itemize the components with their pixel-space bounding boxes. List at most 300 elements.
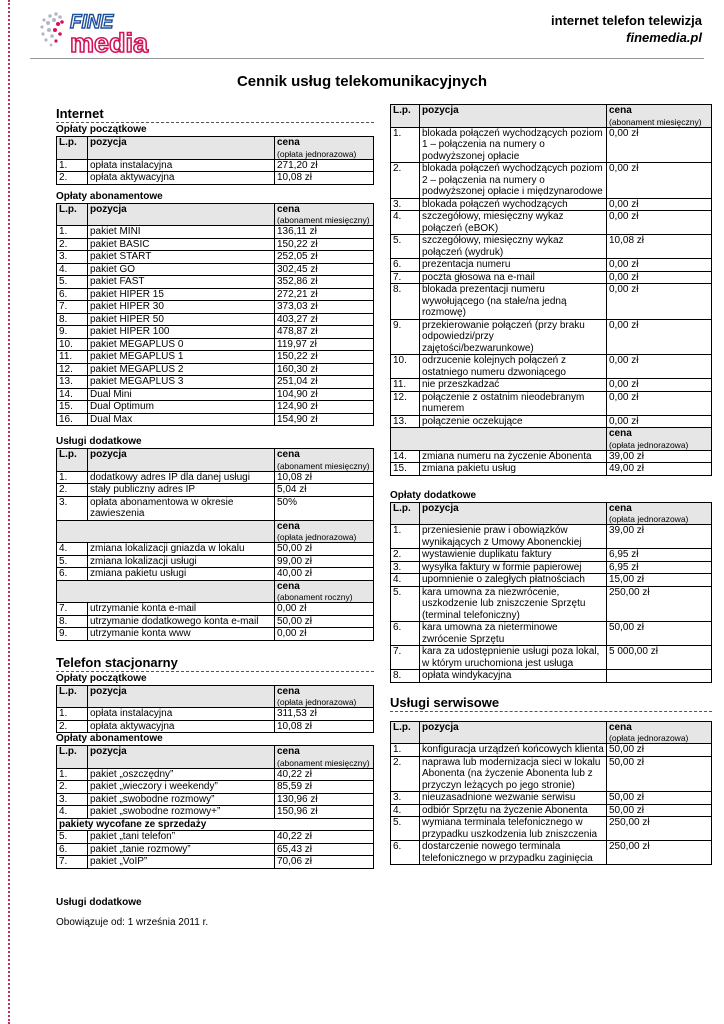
row-pozycja: blokada połączeń wychodzących poziom 1 – połączenia na numery o podwyższonej opłacie	[420, 127, 607, 163]
table-row	[391, 415, 712, 428]
table-row	[57, 301, 374, 314]
row-cena: 6,95 zł	[607, 549, 712, 562]
row-cena: 0,00 zł	[607, 415, 712, 428]
row-pozycja: pakiet „swobodne rozmowy+”	[88, 806, 275, 819]
row-cena: 50%	[275, 496, 374, 520]
row-lp: 9.	[57, 628, 88, 641]
subheader-row: cena (abonament roczny)	[57, 580, 374, 603]
row-pozycja: zmiana pakietu usług	[420, 463, 607, 476]
row-lp: 4.	[391, 804, 420, 817]
page-edge-perforation	[8, 0, 10, 1024]
table-row	[57, 376, 374, 389]
row-pozycja: pakiet MEGAPLUS 0	[88, 338, 275, 351]
serwisowe-table	[390, 721, 712, 866]
oplaty-dodatkowe-table	[390, 502, 712, 683]
row-lp: 8.	[57, 615, 88, 628]
row-cena: 136,11 zł	[275, 226, 374, 239]
row-lp: 6.	[57, 288, 88, 301]
row-cena: 0,00 zł	[607, 379, 712, 392]
row-pozycja: szczegółowy, miesięczny wykaz połączeń (eBOK)	[420, 211, 607, 235]
row-pozycja: odbiór Sprzętu na życzenie Abonenta	[420, 804, 607, 817]
row-pozycja: opłata aktywacyjna	[88, 720, 275, 733]
table-row	[57, 401, 374, 414]
header-contact	[551, 12, 702, 46]
row-lp: 4.	[57, 806, 88, 819]
table-row	[57, 159, 374, 172]
table-row	[57, 555, 374, 568]
row-pozycja: blokada prezentacji numeru wywołującego (na stałe/na jedną rozmowę)	[420, 284, 607, 320]
row-cena: 10,08 zł	[275, 720, 374, 733]
telefon-extra-table	[390, 104, 712, 476]
table-row	[57, 568, 374, 581]
row-lp: 5.	[57, 831, 88, 844]
row-cena: 50,00 zł	[275, 543, 374, 556]
row-pozycja: pakiet „VoIP”	[88, 856, 275, 869]
table-header: L.p. pozycja cena (opłata jednorazowa)	[391, 721, 712, 744]
row-lp: 8.	[391, 670, 420, 683]
row-pozycja: zmiana pakietu usługi	[88, 568, 275, 581]
row-pozycja: wysyłka faktury w formie papierowej	[420, 561, 607, 574]
table-row	[57, 484, 374, 497]
internet-dodatkowe-table	[56, 448, 374, 641]
row-cena: 154,90 zł	[275, 413, 374, 426]
row-lp: 16.	[57, 413, 88, 426]
row-cena: 50,00 zł	[607, 756, 712, 792]
table-header: L.p. pozycja cena (abonament miesięczny)	[57, 203, 374, 226]
internet-abonamentowe-label: Opłaty abonamentowe	[56, 190, 163, 202]
row-lp: 7.	[57, 856, 88, 869]
row-pozycja: nieuzasadnione wezwanie serwisu	[420, 792, 607, 805]
row-pozycja: prezentacja numeru	[420, 259, 607, 272]
row-lp: 7.	[391, 271, 420, 284]
row-lp: 2.	[57, 781, 88, 794]
table-row	[391, 259, 712, 272]
row-cena: 10,08 zł	[275, 471, 374, 484]
row-cena	[607, 670, 712, 683]
table-row	[391, 817, 712, 841]
row-lp: 5.	[391, 586, 420, 622]
row-lp: 4.	[391, 574, 420, 587]
row-cena: 250,00 zł	[607, 817, 712, 841]
row-pozycja: poczta głosowa na e-mail	[420, 271, 607, 284]
table-row	[391, 211, 712, 235]
row-lp: 14.	[391, 450, 420, 463]
row-lp: 1.	[57, 768, 88, 781]
row-pozycja: pakiet MEGAPLUS 3	[88, 376, 275, 389]
table-row	[391, 319, 712, 355]
table-header: L.p. pozycja cena (abonament miesięczny)	[57, 746, 374, 769]
row-pozycja: pakiet HIPER 50	[88, 313, 275, 326]
row-cena: 130,96 zł	[275, 793, 374, 806]
row-cena: 50,00 zł	[607, 792, 712, 805]
row-cena: 50,00 zł	[275, 615, 374, 628]
row-pozycja: odrzucenie kolejnych połączeń z ostatniego numeru dzwoniącego	[420, 355, 607, 379]
row-lp: 4.	[57, 263, 88, 276]
svg-text:FINE: FINE	[70, 12, 114, 33]
row-lp: 14.	[57, 388, 88, 401]
table-row	[391, 574, 712, 587]
table-row	[391, 127, 712, 163]
row-pozycja: zmiana lokalizacji gniazda w lokalu	[88, 543, 275, 556]
row-cena: 0,00 zł	[275, 628, 374, 641]
table-row	[57, 720, 374, 733]
row-cena: 302,45 zł	[275, 263, 374, 276]
table-row	[57, 238, 374, 251]
row-pozycja: blokada połączeń wychodzących	[420, 198, 607, 211]
row-lp: 1.	[57, 159, 88, 172]
table-row	[391, 561, 712, 574]
row-cena: 0,00 zł	[607, 211, 712, 235]
table-row	[57, 363, 374, 376]
row-cena: 0,00 zł	[607, 284, 712, 320]
row-lp: 6.	[57, 568, 88, 581]
row-lp: 1.	[391, 744, 420, 757]
table-row	[391, 586, 712, 622]
internet-dodatkowe-label: Usługi dodatkowe	[56, 436, 142, 447]
row-cena: 150,22 zł	[275, 351, 374, 364]
table-row	[391, 525, 712, 549]
table-row	[391, 284, 712, 320]
row-pozycja: pakiet MEGAPLUS 1	[88, 351, 275, 364]
table-row	[57, 326, 374, 339]
row-pozycja: naprawa lub modernizacja sieci w lokalu Abonenta (na życzenie Abonenta lub z przyczyn leżących po jego stronie)	[420, 756, 607, 792]
row-pozycja: pakiet MINI	[88, 226, 275, 239]
subheader-row: cena (opłata jednorazowa)	[57, 520, 374, 543]
row-lp: 5.	[391, 817, 420, 841]
row-lp: 3.	[57, 251, 88, 264]
row-pozycja: utrzymanie konta e-mail	[88, 603, 275, 616]
site-url[interactable]: finemedia.pl	[626, 30, 702, 45]
table-row	[57, 793, 374, 806]
row-cena: 49,00 zł	[607, 463, 712, 476]
table-row	[391, 450, 712, 463]
row-pozycja: pakiet HIPER 15	[88, 288, 275, 301]
internet-abonamentowe-table	[56, 203, 374, 427]
row-lp: 1.	[57, 226, 88, 239]
row-pozycja: pakiet „oszczędny”	[88, 768, 275, 781]
row-lp: 1.	[391, 127, 420, 163]
row-cena: 5 000,00 zł	[607, 646, 712, 670]
row-lp: 10.	[391, 355, 420, 379]
table-row	[391, 744, 712, 757]
row-cena: 119,97 zł	[275, 338, 374, 351]
row-cena: 150,96 zł	[275, 806, 374, 819]
row-lp: 3.	[391, 198, 420, 211]
row-pozycja: wystawienie duplikatu faktury	[420, 549, 607, 562]
table-header: L.p. pozycja cena (opłata jednorazowa)	[57, 137, 374, 160]
row-lp: 9.	[57, 326, 88, 339]
row-cena: 373,03 zł	[275, 301, 374, 314]
row-lp: 2.	[57, 238, 88, 251]
table-row	[391, 841, 712, 865]
row-lp: 9.	[391, 319, 420, 355]
table-row	[57, 351, 374, 364]
row-pozycja: dodatkowy adres IP dla danej usługi	[88, 471, 275, 484]
row-lp: 15.	[57, 401, 88, 414]
table-row	[57, 471, 374, 484]
telefon-abonamentowe-label: Opłaty abonamentowe	[56, 733, 163, 744]
row-pozycja: konfiguracja urządzeń końcowych klienta	[420, 744, 607, 757]
row-pozycja: Dual Mini	[88, 388, 275, 401]
row-pozycja: blokada połączeń wychodzących poziom 2 – połączenia na numery o podwyższonej opłacie i międzynarodowe	[420, 163, 607, 199]
row-cena: 0,00 zł	[607, 271, 712, 284]
table-row	[391, 391, 712, 415]
row-cena: 65,43 zł	[275, 843, 374, 856]
table-row	[391, 646, 712, 670]
row-lp: 2.	[57, 172, 88, 185]
row-pozycja: zmiana lokalizacji usługi	[88, 555, 275, 568]
tagline: internet telefon telewizja	[551, 13, 702, 28]
table-row	[391, 271, 712, 284]
row-lp: 1.	[57, 708, 88, 721]
row-pozycja: pakiet FAST	[88, 276, 275, 289]
row-lp: 15.	[391, 463, 420, 476]
row-pozycja: pakiet „swobodne rozmowy”	[88, 793, 275, 806]
subheader-row: cena (opłata jednorazowa)	[391, 428, 712, 451]
table-header: L.p. pozycja cena (abonament miesięczny)	[391, 105, 712, 128]
row-pozycja: przeniesienie praw i obowiązków wynikających z Umowy Abonenckiej	[420, 525, 607, 549]
row-lp: 7.	[57, 603, 88, 616]
table-row	[391, 549, 712, 562]
row-pozycja: pakiet „wieczory i weekendy”	[88, 781, 275, 794]
row-pozycja: połączenie z ostatnim nieodebranym numerem	[420, 391, 607, 415]
telefon-poczatkowe-table	[56, 685, 374, 734]
row-pozycja: opłata aktywacyjna	[88, 172, 275, 185]
table-header: L.p. pozycja cena (opłata jednorazowa)	[57, 685, 374, 708]
table-row	[391, 235, 712, 259]
telefon-heading: Telefon stacjonarny	[56, 655, 374, 672]
row-lp: 3.	[57, 793, 88, 806]
table-row	[391, 463, 712, 476]
internet-heading: Internet	[56, 106, 374, 123]
row-lp: 6.	[57, 843, 88, 856]
row-pozycja: kara umowna za niezwrócenie, uszkodzenie lub zniszczenie Sprzętu (terminal telefoniczny)	[420, 586, 607, 622]
table-row	[57, 615, 374, 628]
table-row	[57, 496, 374, 520]
row-lp: 6.	[391, 259, 420, 272]
table-row	[57, 543, 374, 556]
row-cena: 251,04 zł	[275, 376, 374, 389]
row-cena: 0,00 zł	[607, 259, 712, 272]
withdrawn-group-row: pakiety wycofane ze sprzedaży	[57, 818, 374, 831]
row-lp: 1.	[57, 471, 88, 484]
row-pozycja: pakiet „tani telefon”	[88, 831, 275, 844]
row-pozycja: zmiana numeru na życzenie Abonenta	[420, 450, 607, 463]
table-row	[57, 263, 374, 276]
table-row	[391, 379, 712, 392]
row-cena: 478,87 zł	[275, 326, 374, 339]
table-row	[57, 806, 374, 819]
row-cena: 0,00 zł	[607, 391, 712, 415]
row-pozycja: pakiet GO	[88, 263, 275, 276]
row-cena: 5,04 zł	[275, 484, 374, 497]
row-lp: 2.	[57, 484, 88, 497]
row-cena: 352,86 zł	[275, 276, 374, 289]
table-row	[391, 804, 712, 817]
row-pozycja: kara umowna za nieterminowe zwrócenie Sprzętu	[420, 622, 607, 646]
row-pozycja: utrzymanie dodatkowego konta e-mail	[88, 615, 275, 628]
row-pozycja: pakiet START	[88, 251, 275, 264]
row-cena: 0,00 zł	[607, 163, 712, 199]
row-lp: 8.	[391, 284, 420, 320]
table-row	[57, 831, 374, 844]
telefon-poczatkowe-label: Opłaty początkowe	[56, 672, 147, 684]
table-row	[57, 172, 374, 185]
internet-poczatkowe-table	[56, 136, 374, 185]
table-row	[57, 856, 374, 869]
table-row	[57, 628, 374, 641]
valid-from-note: Obowiązuje od: 1 września 2011 r.	[56, 916, 209, 928]
row-pozycja: opłata windykacyjna	[420, 670, 607, 683]
svg-text:media: media	[70, 28, 149, 56]
row-lp: 5.	[391, 235, 420, 259]
row-cena: 6,95 zł	[607, 561, 712, 574]
row-cena: 150,22 zł	[275, 238, 374, 251]
row-lp: 3.	[57, 496, 88, 520]
row-pozycja: pakiet HIPER 100	[88, 326, 275, 339]
row-cena: 403,27 zł	[275, 313, 374, 326]
table-row	[391, 792, 712, 805]
row-cena: 10,08 zł	[275, 172, 374, 185]
row-cena: 39,00 zł	[607, 525, 712, 549]
row-cena: 99,00 zł	[275, 555, 374, 568]
row-lp: 13.	[57, 376, 88, 389]
row-pozycja: pakiet HIPER 30	[88, 301, 275, 314]
row-pozycja: wymiana terminala telefonicznego w przypadku uszkodzenia lub zniszczenia	[420, 817, 607, 841]
row-cena: 0,00 zł	[607, 355, 712, 379]
row-cena: 0,00 zł	[607, 319, 712, 355]
row-lp: 13.	[391, 415, 420, 428]
row-cena: 250,00 zł	[607, 586, 712, 622]
row-cena: 15,00 zł	[607, 574, 712, 587]
row-cena: 252,05 zł	[275, 251, 374, 264]
table-row	[57, 288, 374, 301]
row-cena: 40,22 zł	[275, 831, 374, 844]
row-lp: 7.	[57, 301, 88, 314]
table-row	[391, 163, 712, 199]
row-lp: 2.	[57, 720, 88, 733]
row-pozycja: kara za udostępnienie usługi poza lokal, w którym uruchomiona jest usługa	[420, 646, 607, 670]
row-pozycja: pakiet MEGAPLUS 2	[88, 363, 275, 376]
page-title: Cennik usług telekomunikacyjnych	[236, 73, 488, 90]
header-rule	[30, 58, 704, 59]
table-header: L.p. pozycja cena (abonament miesięczny)	[57, 449, 374, 472]
row-pozycja: opłata instalacyjna	[88, 708, 275, 721]
row-cena: 250,00 zł	[607, 841, 712, 865]
table-row	[57, 338, 374, 351]
row-lp: 5.	[57, 276, 88, 289]
row-lp: 2.	[391, 549, 420, 562]
row-lp: 2.	[391, 756, 420, 792]
finemedia-logo	[36, 8, 216, 56]
row-cena: 85,59 zł	[275, 781, 374, 794]
table-row	[57, 226, 374, 239]
row-pozycja: stały publiczny adres IP	[88, 484, 275, 497]
row-lp: 12.	[391, 391, 420, 415]
table-row	[391, 756, 712, 792]
table-row	[391, 622, 712, 646]
row-pozycja: pakiet „tanie rozmowy”	[88, 843, 275, 856]
row-lp: 12.	[57, 363, 88, 376]
row-pozycja: upomnienie o zaległych płatnościach	[420, 574, 607, 587]
internet-poczatkowe-label: Opłaty początkowe	[56, 124, 147, 135]
row-lp: 3.	[391, 561, 420, 574]
table-row	[57, 603, 374, 616]
row-cena: 50,00 zł	[607, 804, 712, 817]
row-pozycja: przekierowanie połączeń (przy braku odpowiedzi/przy zajętości/bezwarunkowe)	[420, 319, 607, 355]
telefon-dodatkowe-label: Usługi dodatkowe	[56, 896, 142, 908]
row-lp: 1.	[391, 525, 420, 549]
row-pozycja: nie przeszkadzać	[420, 379, 607, 392]
row-cena: 160,30 zł	[275, 363, 374, 376]
row-cena: 50,00 zł	[607, 622, 712, 646]
row-cena: 40,22 zł	[275, 768, 374, 781]
row-pozycja: Dual Max	[88, 413, 275, 426]
row-lp: 3.	[391, 792, 420, 805]
table-row	[391, 198, 712, 211]
row-lp: 2.	[391, 163, 420, 199]
row-lp: 11.	[57, 351, 88, 364]
row-cena: 0,00 zł	[607, 127, 712, 163]
row-lp: 6.	[391, 622, 420, 646]
table-row	[57, 708, 374, 721]
row-cena: 39,00 zł	[607, 450, 712, 463]
table-header: L.p. pozycja cena (opłata jednorazowa)	[391, 502, 712, 525]
serwisowe-heading: Usługi serwisowe	[390, 695, 712, 712]
table-row	[391, 355, 712, 379]
row-lp: 4.	[57, 543, 88, 556]
row-cena: 104,90 zł	[275, 388, 374, 401]
table-row	[57, 313, 374, 326]
table-row	[57, 276, 374, 289]
row-cena: 0,00 zł	[607, 198, 712, 211]
row-lp: 8.	[57, 313, 88, 326]
row-lp: 5.	[57, 555, 88, 568]
row-cena: 271,20 zł	[275, 159, 374, 172]
table-row	[57, 781, 374, 794]
row-pozycja: pakiet BASIC	[88, 238, 275, 251]
row-pozycja: szczegółowy, miesięczny wykaz połączeń (wydruk)	[420, 235, 607, 259]
telefon-abonamentowe-table	[56, 745, 374, 869]
table-row	[57, 843, 374, 856]
table-row	[57, 768, 374, 781]
oplaty-dodatkowe-label: Opłaty dodatkowe	[390, 489, 477, 501]
row-lp: 4.	[391, 211, 420, 235]
row-cena: 124,90 zł	[275, 401, 374, 414]
table-row	[391, 670, 712, 683]
row-pozycja: połączenie oczekujące	[420, 415, 607, 428]
table-row	[57, 413, 374, 426]
table-row	[57, 388, 374, 401]
row-lp: 11.	[391, 379, 420, 392]
row-pozycja: opłata abonamentowa w okresie zawieszenia	[88, 496, 275, 520]
row-lp: 10.	[57, 338, 88, 351]
row-cena: 311,53 zł	[275, 708, 374, 721]
row-cena: 0,00 zł	[275, 603, 374, 616]
row-cena: 10,08 zł	[607, 235, 712, 259]
row-pozycja: opłata instalacyjna	[88, 159, 275, 172]
row-cena: 50,00 zł	[607, 744, 712, 757]
row-cena: 40,00 zł	[275, 568, 374, 581]
right-column	[390, 104, 712, 865]
row-lp: 7.	[391, 646, 420, 670]
row-cena: 70,06 zł	[275, 856, 374, 869]
left-column	[56, 104, 374, 928]
row-pozycja: dostarczenie nowego terminala telefonicznego w przypadku zaginięcia	[420, 841, 607, 865]
row-cena: 272,21 zł	[275, 288, 374, 301]
row-pozycja: Dual Optimum	[88, 401, 275, 414]
row-pozycja: utrzymanie konta www	[88, 628, 275, 641]
